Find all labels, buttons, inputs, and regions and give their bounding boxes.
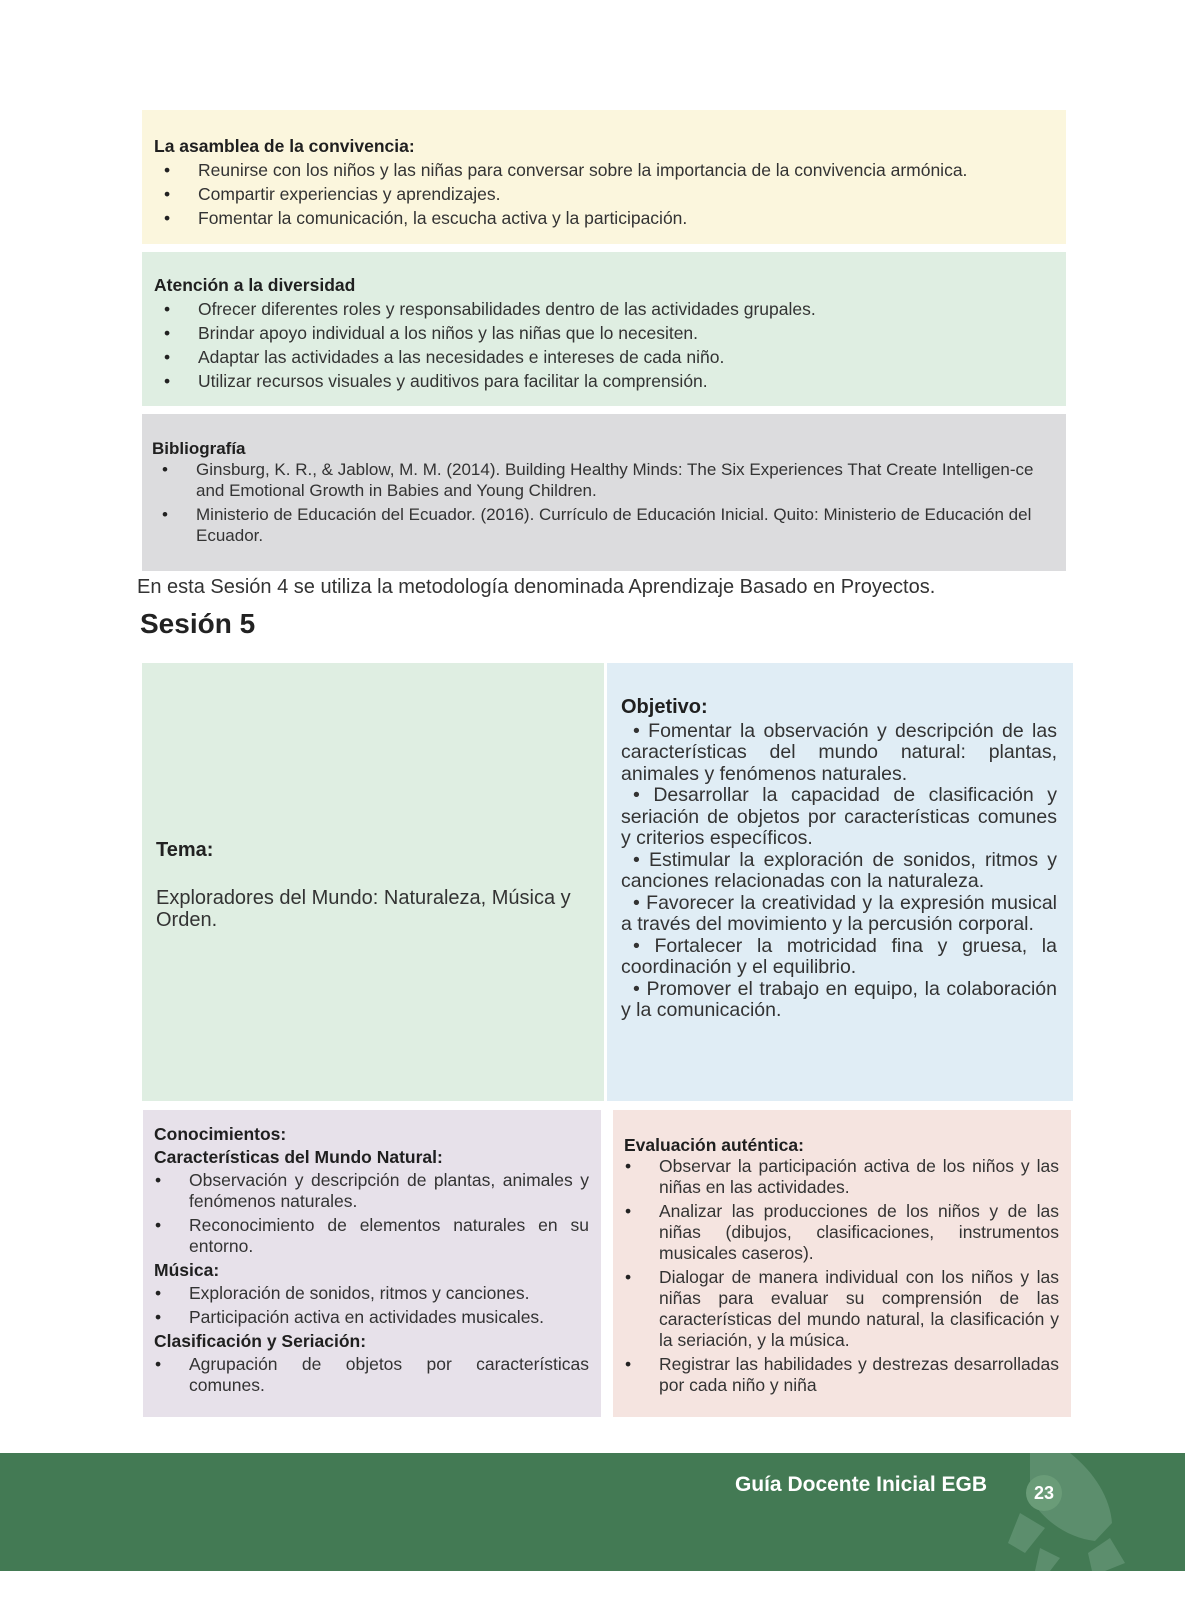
diversidad-list — [154, 297, 1054, 393]
list-item: • Fomentar la comunicación, la escucha activa y la participación. — [198, 206, 1054, 230]
list-item: • Ministerio de Educación del Ecuador. (2016). Currículo de Educación Inicial. Quito: Ministerio de Educación del Ecuador. — [196, 504, 1054, 546]
list-item: • Agrupación de objetos por características comunes. — [189, 1354, 589, 1396]
conocimientos-cell — [143, 1110, 601, 1417]
list-item: • Dialogar de manera individual con los niños y las niñas para evaluar su comprensión de las características del mundo natural, la clasificación y la seriación, y la música. — [659, 1267, 1059, 1351]
list-item: • Utilizar recursos visuales y auditivos para facilitar la comprensión. — [198, 369, 1054, 393]
page-footer — [0, 1453, 1185, 1571]
list-item: • Observación y descripción de plantas, animales y fenómenos naturales. — [189, 1170, 589, 1212]
tema-cell — [142, 663, 604, 1101]
page-number: 23 — [1026, 1475, 1062, 1511]
conocimientos-list — [154, 1354, 589, 1396]
conocimientos-list — [154, 1283, 589, 1328]
objetivo-item: • Desarrollar la capacidad de clasificación y seriación de objetos por características comunes y criterios específicos. — [621, 784, 1057, 849]
list-item: • Adaptar las actividades a las necesidades e intereses de cada niño. — [198, 345, 1054, 369]
bibliografia-title: Bibliografía — [152, 439, 246, 458]
list-item: • Brindar apoyo individual a los niños y las niñas que lo necesiten. — [198, 321, 1054, 345]
list-item: • Participación activa en actividades musicales. — [189, 1307, 589, 1328]
conocimientos-section-title: Clasificación y Seriación: — [154, 1331, 367, 1351]
diversidad-title: Atención a la diversidad — [154, 275, 356, 295]
list-item: • Reconocimiento de elementos naturales en su entorno. — [189, 1215, 589, 1257]
asamblea-title: La asamblea de la convivencia: — [154, 136, 415, 156]
rocket-icon — [1000, 1453, 1150, 1571]
list-item: • Observar la participación activa de los niños y las niñas en las actividades. — [659, 1156, 1059, 1198]
tema-text: Exploradores del Mundo: Naturaleza, Música y Orden. — [156, 887, 571, 931]
list-item: • Analizar las producciones de los niños y de las niñas (dibujos, clasificaciones, instrumentos musicales caseros). — [659, 1201, 1059, 1264]
evaluacion-cell — [613, 1110, 1071, 1417]
diversidad-box — [142, 252, 1066, 406]
list-item: • Ginsburg, K. R., & Jablow, M. M. (2014). Building Healthy Minds: The Six Experiences That Create Intelligen-ce and Emotional Growth in Babies and Young Children. — [196, 459, 1054, 501]
session-title: Sesión 5 — [140, 608, 256, 639]
objetivo-item: • Estimular la exploración de sonidos, ritmos y canciones relacionadas con la naturaleza. — [621, 848, 1057, 892]
asamblea-list — [154, 158, 1054, 230]
evaluacion-title: Evaluación auténtica: — [624, 1135, 804, 1155]
bibliografia-box — [142, 414, 1066, 571]
evaluacion-list — [624, 1156, 1059, 1396]
list-item: • Compartir experiencias y aprendizajes. — [198, 182, 1054, 206]
objetivo-cell — [607, 663, 1073, 1101]
objetivo-item: • Promover el trabajo en equipo, la colaboración y la comunicación. — [621, 977, 1057, 1021]
intro-paragraph: En esta Sesión 4 se utiliza la metodología denominada Aprendizaje Basado en Proyectos. — [137, 576, 936, 598]
conocimientos-section-title: Características del Mundo Natural: — [154, 1147, 443, 1167]
tema-label: Tema: — [156, 839, 214, 861]
conocimientos-section-title: Música: — [154, 1260, 220, 1280]
objetivo-item: • Favorecer la creatividad y la expresión musical a través del movimiento y la percusión corporal. — [621, 891, 1057, 935]
bibliografia-list — [152, 459, 1054, 546]
objetivo-title: Objetivo: — [621, 696, 708, 718]
objetivo-item: • Fortalecer la motricidad fina y gruesa, la coordinación y el equilibrio. — [621, 934, 1057, 978]
asamblea-box — [142, 110, 1066, 244]
list-item: • Registrar las habilidades y destrezas desarrolladas por cada niño y niña — [659, 1354, 1059, 1396]
conocimientos-title: Conocimientos: — [154, 1124, 287, 1144]
list-item: • Ofrecer diferentes roles y responsabilidades dentro de las actividades grupales. — [198, 297, 1054, 321]
list-item: • Exploración de sonidos, ritmos y canciones. — [189, 1283, 589, 1304]
objetivo-item: • Fomentar la observación y descripción de las características del mundo natural: plantas, animales y fenómenos naturales. — [621, 719, 1057, 785]
conocimientos-list — [154, 1170, 589, 1257]
list-item: • Reunirse con los niños y las niñas para conversar sobre la importancia de la convivencia armónica. — [198, 158, 1054, 182]
footer-title: Guía Docente Inicial EGB — [734, 1473, 987, 1496]
